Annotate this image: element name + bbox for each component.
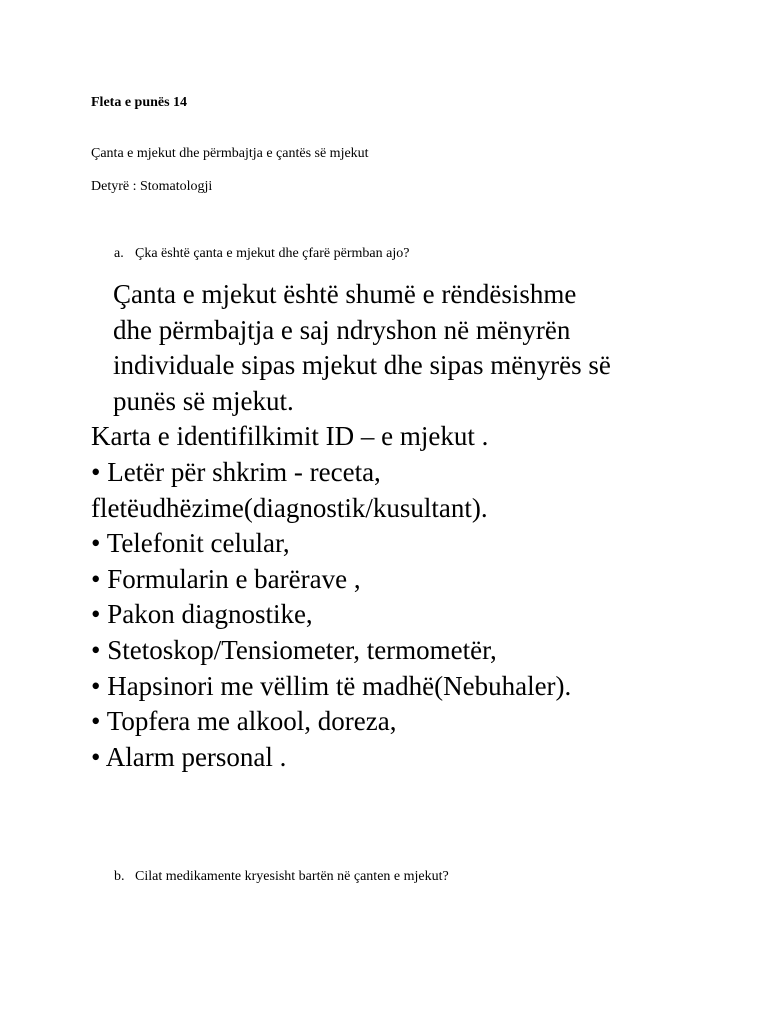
list-item-text: Telefonit celular, — [100, 528, 290, 559]
bullet-symbol: • — [91, 456, 101, 487]
bullet-symbol: • — [91, 528, 101, 559]
list-item-text: Formularin e barërave , — [100, 563, 361, 594]
bag-contents-list — [91, 455, 731, 775]
list-item-text: Letër për shkrim - receta, — [100, 456, 381, 487]
worksheet-task: Detyrë : Stomatologji — [91, 179, 213, 194]
question-a-marker: a. — [114, 246, 124, 261]
list-item — [91, 704, 731, 740]
answer-intro-line: Çanta e mjekut është shumë e rëndësishme — [113, 279, 577, 309]
list-item — [91, 526, 731, 562]
list-item — [91, 455, 731, 491]
list-item — [91, 562, 731, 598]
list-item — [91, 740, 731, 776]
bullet-symbol: • — [91, 670, 101, 701]
answer-intro-line: dhe përmbajtja e saj ndryshon në mënyrën — [113, 314, 571, 345]
bullet-symbol: • — [91, 706, 101, 737]
list-item — [91, 669, 731, 705]
question-a-text: Çka është çanta e mjekut dhe çfarë përmban ajo? — [135, 246, 410, 261]
list-item-text: Topfera me alkool, doreza, — [100, 706, 397, 737]
bullet-symbol: • — [91, 741, 101, 772]
answer-a — [91, 277, 731, 775]
bullet-symbol: • — [91, 563, 101, 594]
answer-intro-line: punës së mjekut. — [113, 385, 294, 416]
list-item — [91, 633, 731, 669]
list-item — [91, 491, 731, 527]
list-item-text: Hapsinori me vëllim të madhë(Nebuhaler). — [100, 670, 572, 701]
list-item-text: Alarm personal . — [100, 741, 287, 772]
worksheet-title: Fleta e punës 14 — [91, 95, 188, 110]
list-item-text: Pakon diagnostike, — [100, 599, 313, 630]
bullet-symbol: • — [91, 634, 101, 665]
question-b-marker: b. — [114, 869, 125, 884]
answer-intro — [113, 277, 713, 419]
list-item-text: fletëudhëzime(diagnostik/kusultant). — [91, 492, 488, 523]
answer-intro-line: individuale sipas mjekut dhe sipas mënyrës së — [113, 350, 611, 381]
list-item — [91, 597, 731, 633]
list-item-text: Stetoskop/Tensiometer, termometër, — [100, 634, 497, 665]
id-card-line: Karta e identifilkimit ID – e mjekut . — [91, 421, 489, 452]
worksheet-subtitle: Çanta e mjekut dhe përmbajtja e çantës së mjekut — [91, 146, 369, 161]
bullet-symbol: • — [91, 599, 101, 630]
question-b-text: Cilat medikamente kryesisht bartën në çanten e mjekut? — [135, 869, 449, 884]
